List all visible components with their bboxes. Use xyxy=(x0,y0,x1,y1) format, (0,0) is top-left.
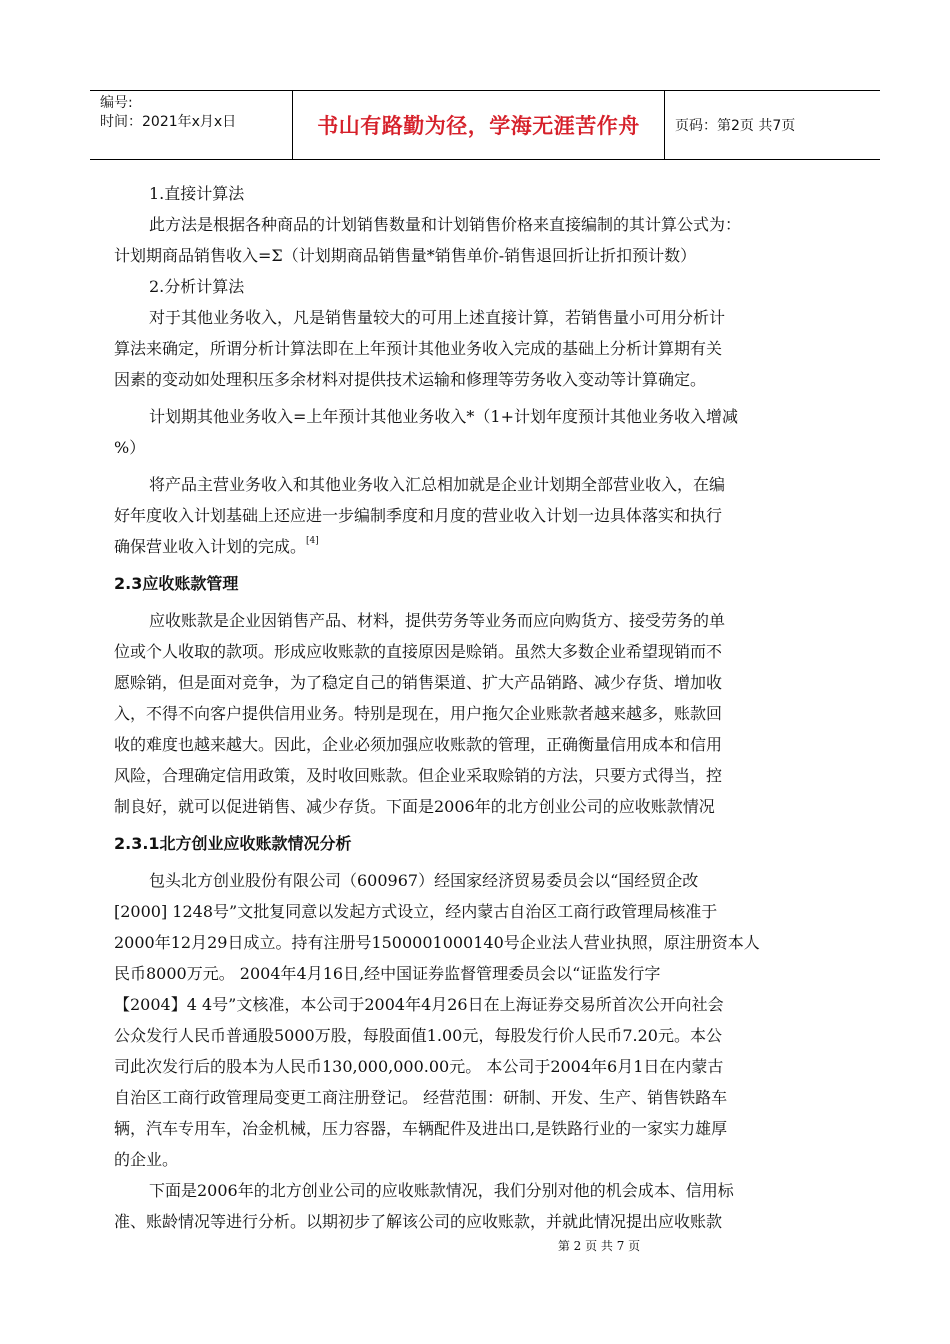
paragraph-line: 入，不得不向客户提供信用业务。特别是现在，用户拖欠企业账款者越来越多，账款回 xyxy=(114,704,723,723)
paragraph-line xyxy=(114,531,859,562)
formula-line: %） xyxy=(114,438,146,457)
direct-method-title: 1.直接计算法 xyxy=(149,184,245,203)
paragraph-line: 位或个人收取的款项。形成应收账款的直接原因是赊销。虽然大多数企业希望现销而不 xyxy=(114,642,723,661)
paragraph-line: 算法来确定，所谓分析计算法即在上年预计其他业务收入完成的基础上分析计算期有关 xyxy=(114,339,723,358)
summary-text: 确保营业收入计划的完成。 xyxy=(114,537,307,556)
paragraph-line: 2000年12月29日成立。持有注册号1500001000140号企业法人营业执照，原注册资本人 xyxy=(114,933,760,952)
paragraph-line: 司此次发行后的股本为人民币130,000,000.00元。 本公司于2004年6月1日在内蒙古 xyxy=(114,1057,724,1076)
document-body xyxy=(114,178,859,1237)
paragraph-line: 好年度收入计划基础上还应进一步编制季度和月度的营业收入计划一边具体落实和执行 xyxy=(114,506,723,525)
paragraph-line: 收的难度也越来越大。因此，企业必须加强应收账款的管理，正确衡量信用成本和信用 xyxy=(114,735,723,754)
paragraph-line: 风险，合理确定信用政策，及时收回账款。但企业采取赊销的方法，只要方式得当，控 xyxy=(114,766,723,785)
paragraph-line: 辆，汽车专用车，冶金机械，压力容器，车辆配件及进出口,是铁路行业的一家实力雄厚 xyxy=(114,1119,728,1138)
header-meta xyxy=(90,91,293,159)
paragraph-line: 应收账款是企业因销售产品、材料，提供劳务等业务而应向购货方、接受劳务的单 xyxy=(149,611,726,630)
paragraph-line: 制良好，就可以促进销售、减少存货。下面是2006年的北方创业公司的应收账款情况 xyxy=(114,797,715,816)
paragraph-line: 因素的变动如处理积压多余材料对提供技术运输和修理等劳务收入变动等计算确定。 xyxy=(114,370,707,389)
section-heading-2-3-1: 2.3.1北方创业应收账款情况分析 xyxy=(114,834,352,853)
formula-line: 计划期其他业务收入=上年预计其他业务收入*（1+计划年度预计其他业务收入增减 xyxy=(149,407,738,426)
paragraph-line: 民币8000万元。 2004年4月16日,经中国证券监督管理委员会以“证监发行字 xyxy=(114,964,661,983)
paragraph-line: 自治区工商行政管理局变更工商注册登记。 经营范围：研制、开发、生产、销售铁路车 xyxy=(114,1088,728,1107)
paragraph-line: [2000] 1248号”文批复同意以发起方式设立，经内蒙古自治区工商行政管理局核准于 xyxy=(114,902,718,921)
footer-page-number: 第 2 页 共 7 页 xyxy=(557,1239,641,1253)
section-heading-2-3: 2.3应收账款管理 xyxy=(114,574,239,593)
paragraph-line: 的企业。 xyxy=(114,1150,179,1169)
header-motto: 书山有路勤为径，学海无涯苦作舟 xyxy=(293,91,665,159)
paragraph-line: 公众发行人民币普通股5000万股，每股面值1.00元，每股发行价人民币7.20元。本公 xyxy=(114,1026,722,1045)
reference-mark: [4] xyxy=(306,536,319,546)
paragraph-line: 此方法是根据各种商品的计划销售数量和计划销售价格来直接编制的其计算公式为： xyxy=(149,215,742,234)
paragraph-line: 准、账龄情况等进行分析。以期初步了解该公司的应收账款，并就此情况提出应收账款 xyxy=(114,1212,723,1231)
paragraph-line: 包头北方创业股份有限公司（600967）经国家经济贸易委员会以“国经贸企改 xyxy=(149,871,699,890)
analysis-method-title: 2.分析计算法 xyxy=(149,277,245,296)
paragraph-line: 对于其他业务收入，凡是销售量较大的可用上述直接计算，若销售量小可用分析计 xyxy=(149,308,726,327)
document-number-label: 编号: xyxy=(100,95,133,111)
paragraph-line: 【2004】4 4号”文核准，本公司于2004年4月26日在上海证券交易所首次公开向社会 xyxy=(114,995,724,1014)
page-footer xyxy=(0,1237,950,1254)
paragraph-line: 愿赊销，但是面对竞争，为了稳定自己的销售渠道、扩大产品销路、减少存货、增加收 xyxy=(114,673,723,692)
paragraph-line: 将产品主营业务收入和其他业务收入汇总相加就是企业计划期全部营业收入，在编 xyxy=(149,475,726,494)
document-time-label: 时间：2021年x月x日 xyxy=(100,114,237,130)
paragraph-line: 下面是2006年的北方创业公司的应收账款情况，我们分别对他的机会成本、信用标 xyxy=(149,1181,734,1200)
header-page-label: 页码：第2页 共7页 xyxy=(675,118,796,134)
direct-formula: 计划期商品销售收入=Σ（计划期商品销售量*销售单价-销售退回折让折扣预计数） xyxy=(114,246,697,265)
document-header xyxy=(90,90,880,160)
